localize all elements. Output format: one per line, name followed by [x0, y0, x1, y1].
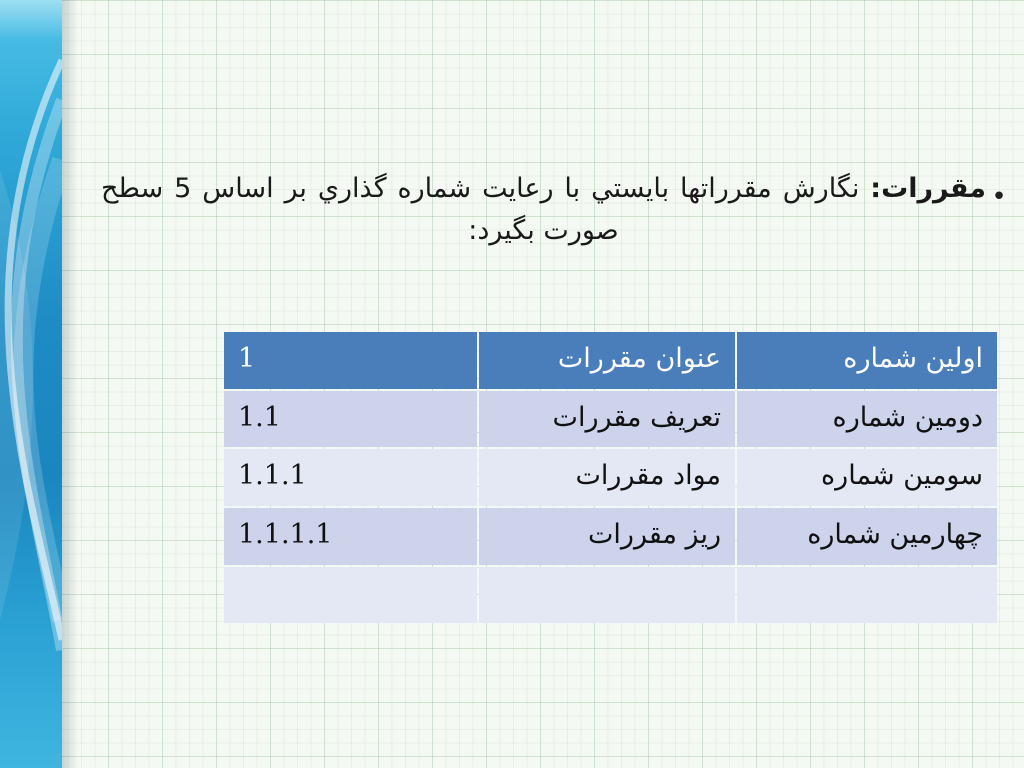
- row-title: تعریف مقررات: [479, 391, 735, 448]
- left-decorative-band: [0, 0, 62, 768]
- row-label: دومین شماره: [737, 391, 997, 448]
- row-label: [737, 567, 997, 624]
- band-top-glow: [0, 0, 62, 40]
- row-number: 1.1.1: [224, 449, 477, 506]
- row-label: چهارمین شماره: [737, 508, 997, 565]
- row-number: 1.1: [224, 391, 477, 448]
- slide-content: [78, 0, 1024, 768]
- bullet-body: نگارش مقرراتها بايستي با رعايت شماره گذاري بر اساس 5 سطح صورت بگيرد:: [101, 173, 871, 246]
- row-label: اولین شماره: [737, 332, 997, 389]
- row-number: [224, 567, 477, 624]
- table-row-partial: [224, 567, 997, 624]
- levels-table: [222, 330, 999, 625]
- bullet-paragraph: [97, 168, 1012, 252]
- row-title: [479, 567, 735, 624]
- bullet-lead: مقررات:: [870, 173, 986, 204]
- row-label: سومین شماره: [737, 449, 997, 506]
- table-row: [224, 391, 997, 448]
- levels-table-wrapper: [238, 330, 999, 625]
- table-row: [224, 449, 997, 506]
- bullet-marker: •: [991, 182, 1007, 212]
- bullet-text: [97, 168, 986, 252]
- band-shadow: [62, 0, 78, 768]
- row-number: 1.1.1.1: [224, 508, 477, 565]
- row-number: 1: [224, 332, 477, 389]
- row-title: مواد مقررات: [479, 449, 735, 506]
- swoosh-decoration: [0, 0, 62, 768]
- row-title: عنوان مقررات: [479, 332, 735, 389]
- table-row: [224, 332, 997, 389]
- row-title: ریز مقررات: [479, 508, 735, 565]
- table-row: [224, 508, 997, 565]
